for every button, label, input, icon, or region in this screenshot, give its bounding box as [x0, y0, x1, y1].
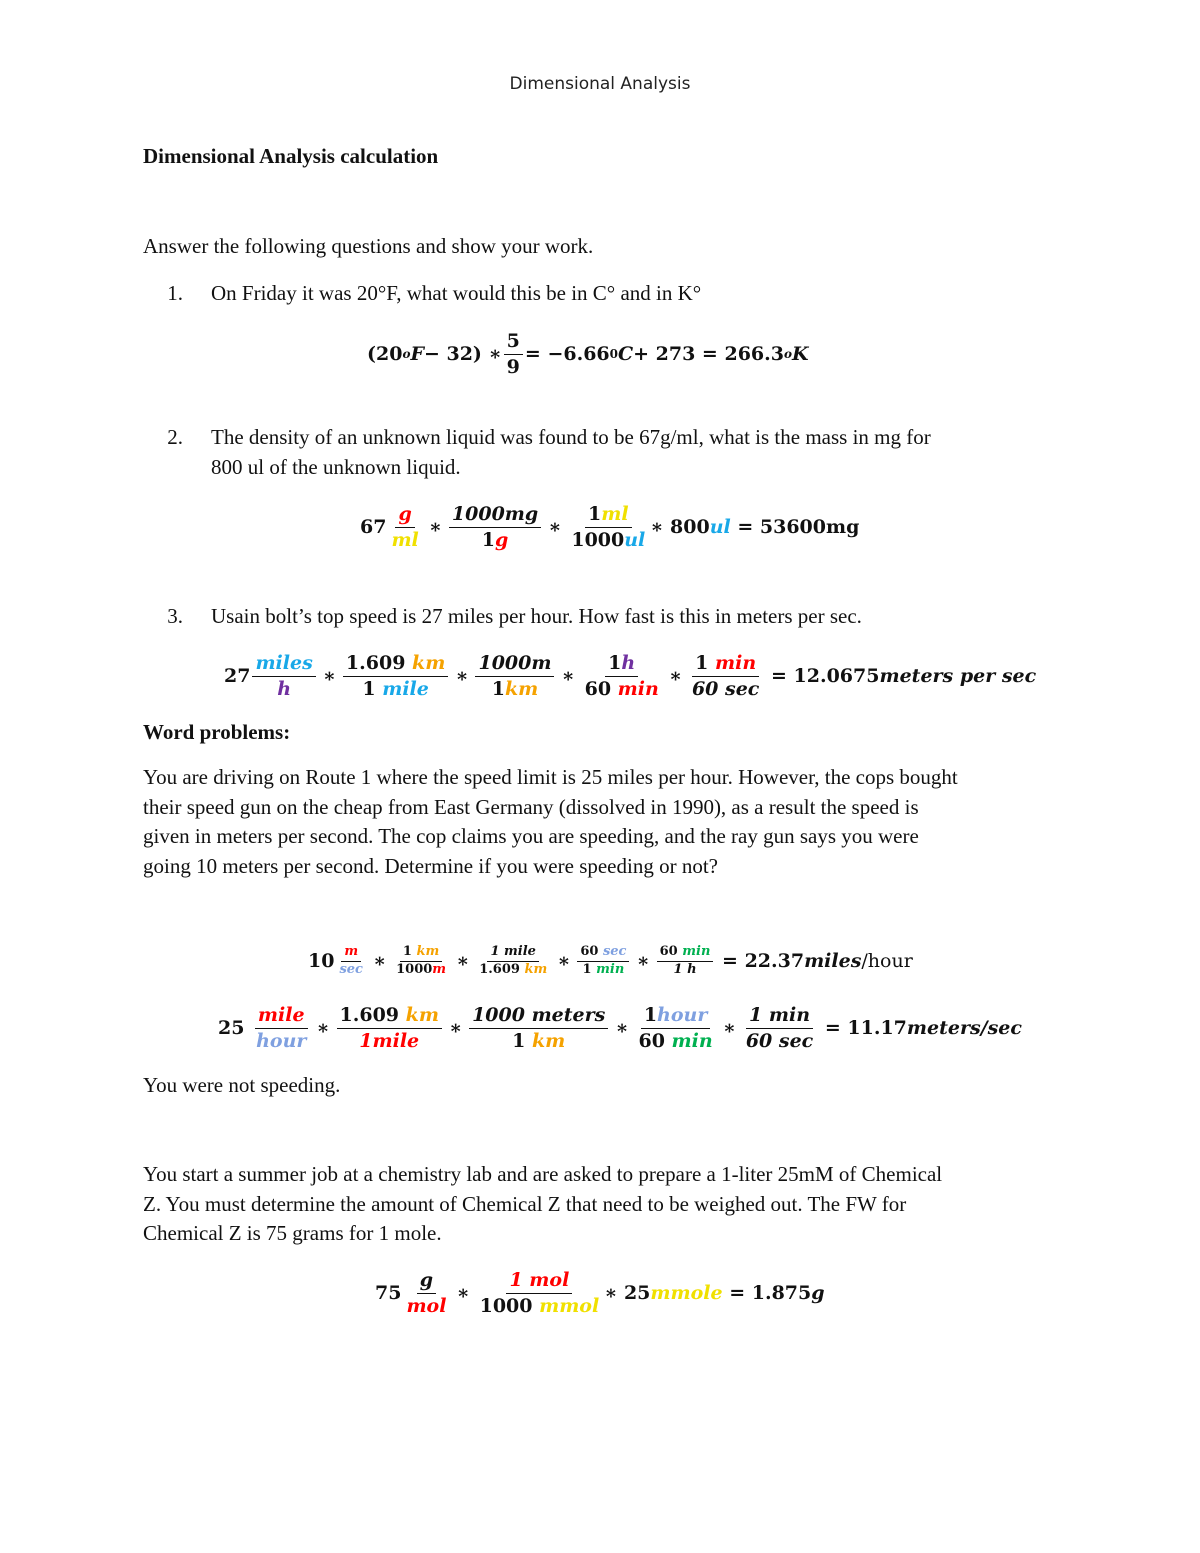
eq5-unit: km: [405, 1003, 439, 1026]
eq3-numerator: 1: [608, 651, 622, 674]
eq3-result: = 12.0675: [771, 665, 880, 687]
eq3-unit: h: [621, 651, 636, 674]
eq1-degree: o: [402, 347, 411, 361]
eq3-numerator: 1.609: [345, 651, 413, 674]
eq4-result-unit: /hour: [861, 950, 913, 972]
eq1-unit-k: K: [791, 343, 809, 365]
eq1-degree: 0: [609, 347, 618, 361]
question-2-line-1: The density of an unknown liquid was found to be 67g/ml, what is the mass in mg for: [211, 425, 931, 449]
eq6-denominator: 1000: [479, 1294, 540, 1317]
eq3-fraction-3: [475, 651, 554, 701]
word-problem-2-line: Z. You must determine the amount of Chemical Z that need to be weighed out. The FW for: [143, 1191, 907, 1216]
eq4-unit: sec: [602, 943, 627, 959]
eq3-denominator: 1: [491, 677, 505, 700]
eq4-unit: km: [416, 943, 440, 959]
question-2-line-2: 800 ul of the unknown liquid.: [211, 454, 461, 479]
eq3-unit: mile: [382, 677, 429, 700]
eq5-result: = 11.17: [824, 1017, 907, 1039]
equation-3: 27 $\frac{\text{miles}}{h}$ ∗ $\frac{1.609 km}{\text{1 mile}}$ ∗ $\frac{1000m}{1km}$ ∗ $\frac{1h}{60 \min}$ ∗ $\frac{1 \min}{60 \sec}$ = 12.0675 meters per sec: [224, 651, 1037, 700]
eq5-fraction-1: [253, 1003, 309, 1053]
eq6-numerator: 1 mol: [506, 1268, 572, 1294]
eq3-fraction-1: [252, 651, 315, 701]
eq6-term: ∗ 25: [604, 1282, 651, 1304]
eq3-unit: min: [617, 677, 659, 700]
eq5-denominator: hour: [256, 1029, 307, 1052]
eq3-fraction-2: [343, 651, 448, 701]
eq4-unit: km: [524, 961, 548, 977]
eq2-numerator: 1: [588, 502, 602, 525]
eq3-fraction-5: [689, 651, 762, 701]
eq2-unit: g: [495, 528, 509, 551]
eq6-fraction-1: [403, 1268, 449, 1318]
eq6-fraction-2: [477, 1268, 603, 1318]
word-problems-heading: Word problems:: [143, 720, 291, 744]
equation-6: 75 $\frac{g}{\text{mol}}$ ∗ $\frac{\text{1 mol}}{\text{1000 mmol}}$ ∗ 25 mmole = 1.875 g: [375, 1268, 825, 1317]
eq3-denominator: h: [277, 677, 292, 700]
eq6-result: = 1.875: [729, 1282, 812, 1304]
eq4-unit: min: [596, 961, 625, 977]
eq2-unit: ml: [601, 502, 629, 525]
eq5-unit: min: [671, 1029, 713, 1052]
eq1-term: (20: [367, 343, 403, 365]
question-2-number: 2.: [167, 425, 183, 449]
eq4-result: = 22.37: [722, 950, 805, 972]
eq4-fraction-1: [336, 944, 366, 979]
eq3-unit: km: [504, 677, 539, 700]
eq3-unit: min: [715, 651, 757, 674]
page-header: Dimensional Analysis: [509, 74, 691, 94]
equation-5: 25 $\frac{\text{mile}}{\text{hour}}$ ∗ $\frac{1.609 km}{\text{1mile}}$ ∗ $\frac{\text{1000 meters}}{1 km}$ ∗ $\frac{\text{1hour}}{60 \min}$ ∗ $\frac{1 \min}{60 \sec}$ = 11.17 meters/sec: [218, 1003, 1022, 1052]
question-3: [143, 602, 862, 632]
question-1: [143, 279, 701, 309]
eq5-unit: km: [531, 1029, 566, 1052]
word-problem-2: [143, 1160, 1103, 1249]
eq4-fraction-5: [657, 944, 714, 979]
eq3-term: 27: [224, 665, 251, 687]
eq5-result-unit: meters/sec: [906, 1017, 1022, 1039]
eq4-fraction-2: [393, 944, 449, 979]
eq2-denominator: 1: [481, 528, 496, 551]
eq5-fraction-5: [743, 1003, 816, 1053]
eq5-numerator: 1000 meters: [469, 1003, 608, 1029]
eq2-unit: ul: [709, 516, 731, 538]
eq3-denominator: 60 sec: [691, 677, 760, 700]
eq5-denominator: 1: [512, 1029, 532, 1052]
word-problem-2-line: You start a summer job at a chemistry lab and are asked to prepare a 1-liter 25mM of Chemical: [143, 1162, 943, 1186]
eq2-unit: ul: [624, 528, 646, 551]
eq4-denominator: 1 h: [673, 961, 697, 977]
eq5-fraction-4: [635, 1003, 715, 1053]
eq1-degree: o: [783, 347, 792, 361]
eq5-numerator: 1 min: [746, 1003, 813, 1029]
question-3-number: 3.: [167, 604, 183, 628]
eq4-numerator: 60: [659, 943, 683, 959]
word-problem-1: [143, 763, 1103, 881]
eq2-term: 67: [360, 516, 387, 538]
eq5-denominator: 60 sec: [745, 1029, 814, 1052]
eq2-denominator: ml: [391, 528, 419, 551]
eq2-numerator: g: [395, 502, 414, 528]
eq6-result-unit: g: [811, 1282, 825, 1304]
word-problem-1-line: You are driving on Route 1 where the speed limit is 25 miles per hour. However, the cops bought: [143, 765, 958, 789]
word-problem-1-line: going 10 meters per second. Determine if you were speeding or not?: [143, 853, 718, 878]
eq2-fraction-1: [388, 502, 421, 552]
question-1-text: On Friday it was 20°F, what would this be in C° and in K°: [211, 281, 702, 305]
eq3-numerator: 1: [695, 651, 716, 674]
eq1-fraction-denominator: 9: [504, 354, 523, 380]
eq5-fraction-3: [469, 1003, 608, 1053]
eq6-denominator: mol: [406, 1294, 447, 1317]
eq5-numerator: 1: [643, 1003, 658, 1026]
eq6-unit: mmol: [539, 1294, 600, 1317]
eq4-denominator: 1000: [396, 961, 433, 977]
eq1-term: − 32) ∗: [423, 343, 502, 365]
eq4-fraction-4: [577, 944, 629, 979]
eq1-unit-c: C: [618, 343, 634, 365]
word-problem-1-line: given in meters per second. The cop claims you are speeding, and the ray gun says you were: [143, 824, 919, 848]
eq2-fraction-3: [568, 502, 648, 552]
conclusion-text: You were not speeding.: [143, 1073, 341, 1097]
eq4-numerator: 1: [402, 943, 417, 959]
eq2-fraction-2: [449, 502, 541, 552]
eq4-denominator: 1.609: [479, 961, 525, 977]
eq1-fraction: [504, 329, 523, 379]
question-3-text: Usain bolt’s top speed is 27 miles per hour. How fast is this in meters per sec.: [211, 604, 862, 628]
eq3-denominator: 1: [362, 677, 383, 700]
eq4-unit: min: [682, 943, 711, 959]
word-problem-1-line: their speed gun on the cheap from East Germany (dissolved in 1990), as a result the speed is: [143, 794, 919, 819]
eq4-fraction-3: [476, 944, 550, 979]
eq6-unit: mmole: [650, 1282, 723, 1304]
word-problem-2-line: Chemical Z is 75 grams for 1 mole.: [143, 1221, 442, 1245]
eq4-denominator: sec: [339, 961, 363, 977]
eq4-denominator: 1: [582, 961, 597, 977]
eq5-unit: hour: [657, 1003, 708, 1026]
eq3-denominator: 60: [584, 677, 618, 700]
eq1-term: + 273 = 266.3: [633, 343, 784, 365]
eq2-denominator: 1000: [571, 528, 625, 551]
intro-text: Answer the following questions and show your work.: [143, 234, 594, 258]
equation-1: [367, 322, 809, 386]
eq4-result-unit: miles: [804, 950, 862, 972]
eq1-fraction-numerator: 5: [506, 329, 520, 352]
eq3-fraction-4: [582, 651, 662, 701]
question-2: [143, 423, 931, 482]
eq4-term: 10: [308, 950, 335, 972]
eq2-numerator: 1000mg: [449, 502, 541, 528]
question-1-number: 1.: [167, 281, 183, 305]
eq4-numerator: m: [341, 944, 361, 962]
eq2-result: = 53600mg: [737, 516, 860, 538]
eq5-term: 25: [218, 1017, 245, 1039]
eq5-fraction-2: [337, 1003, 442, 1053]
eq2-term: ∗ 800: [650, 516, 710, 538]
eq1-term: = −6.66: [524, 343, 610, 365]
document-title: Dimensional Analysis calculation: [143, 144, 439, 168]
eq4-numerator: 60: [580, 943, 603, 959]
eq4-numerator: 1 mile: [487, 944, 538, 962]
eq3-result-unit: meters per sec: [879, 665, 1037, 687]
eq5-denominator: 1mile: [359, 1029, 420, 1052]
eq4-unit: m: [432, 961, 447, 977]
equation-2: 67 $\frac{g}{ml}$ ∗ $\frac{1000mg}{1g}$ ∗ $\frac{1ml}{1000ul}$ ∗ 800 ul = 53600mg: [360, 502, 860, 551]
equation-4: 10 $\frac{m}{\sec}$ ∗ $\frac{1 km}{1000m}$ ∗ $\frac{\text{1 mile}}{1.609 km}$ ∗ $\frac{60 \sec}{1 \min}$ ∗ $\frac{60 \min}{1 h}$ = 22.37 miles /hour: [308, 943, 913, 977]
eq1-unit-f: F: [410, 343, 424, 365]
eq5-numerator: mile: [255, 1003, 308, 1029]
eq6-numerator: g: [417, 1268, 436, 1294]
eq3-numerator: 1000m: [475, 651, 554, 677]
eq5-numerator: 1.609: [339, 1003, 406, 1026]
eq3-unit: km: [412, 651, 446, 674]
eq6-term: 75: [375, 1282, 402, 1304]
eq5-denominator: 60: [638, 1029, 672, 1052]
eq3-numerator: miles: [252, 651, 315, 677]
